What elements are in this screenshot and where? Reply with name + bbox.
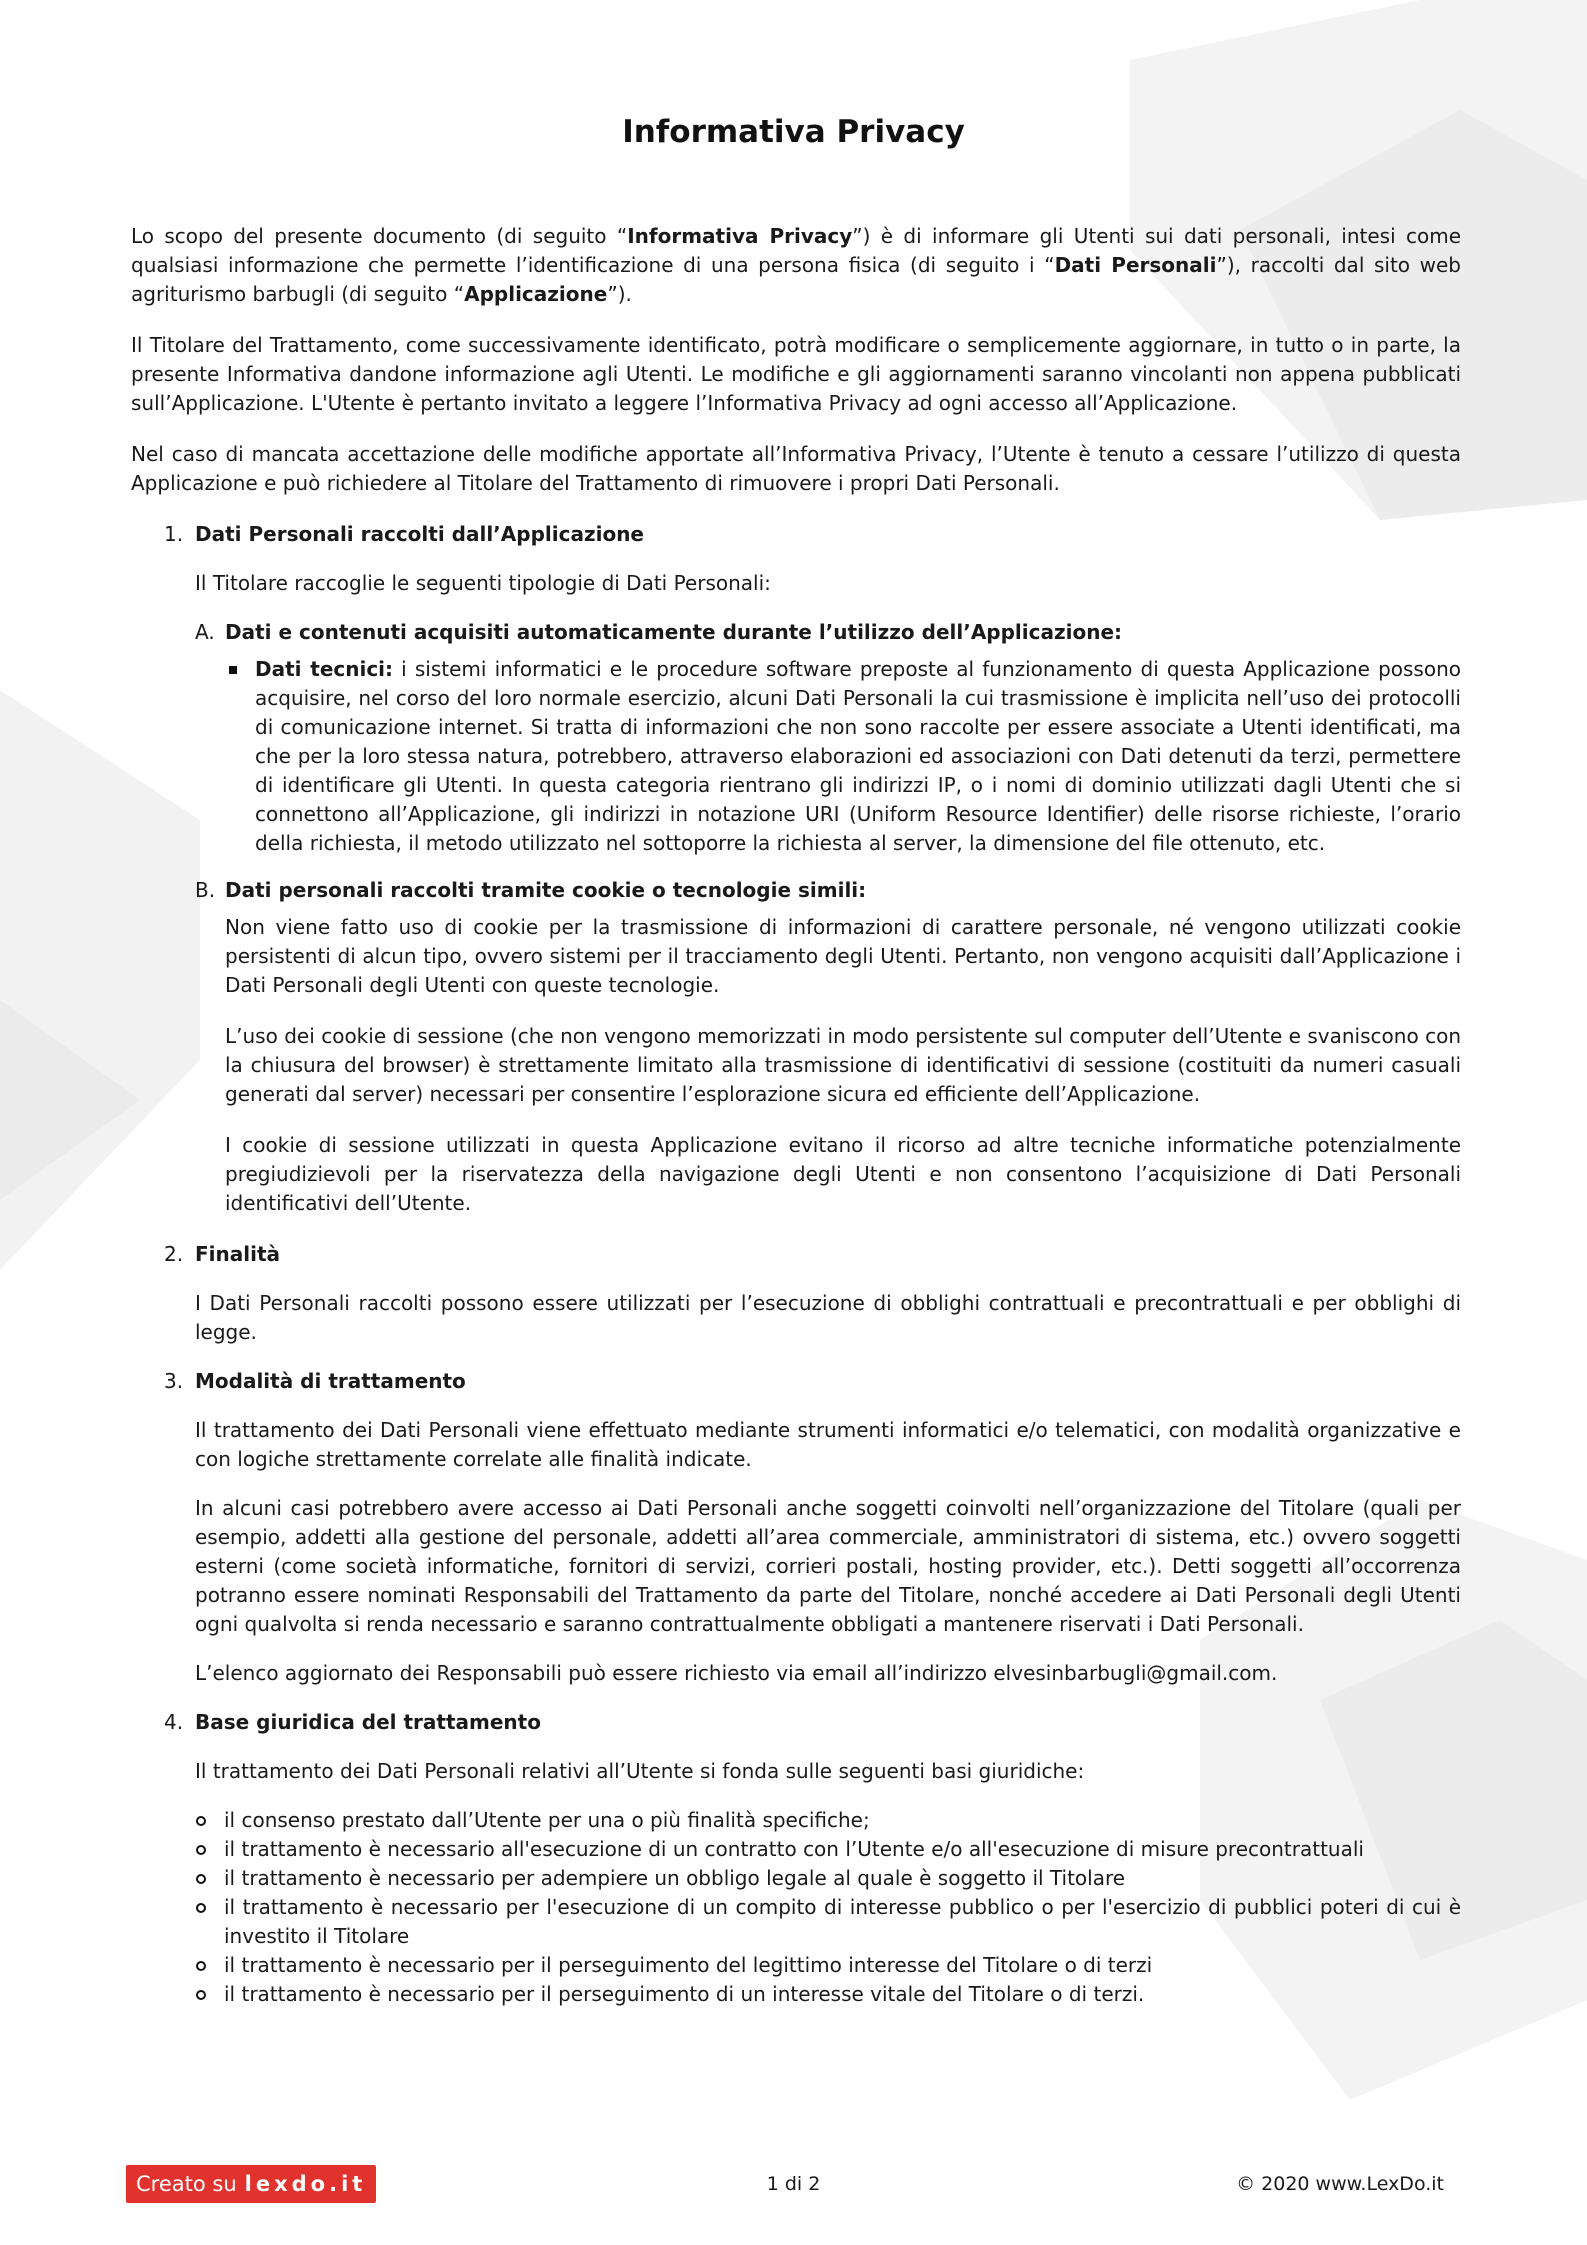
subsection-a [195, 618, 1461, 858]
subsection-letter: A. [195, 620, 215, 644]
subsection-paragraph: L’uso dei cookie di sessione (che non vengono memorizzati in modo persistente sul computer dell’Utente e svaniscono con la chiusura del browser) è strettamente limitato alla trasmissione di identificativi di sessione (costituiti da numeri casuali generati dal server) necessari per consentire l’esplorazione sicura ed efficiente dell’Applicazione. [225, 1024, 1461, 1106]
section-paragraph: Il trattamento dei Dati Personali viene effettuato mediante strumenti informatici e/o telematici, con modalità organizzative e con logiche strettamente correlate alle finalità indicate. [195, 1418, 1461, 1471]
list-item [195, 1893, 1461, 1951]
section-paragraph: Il Titolare raccoglie le seguenti tipologie di Dati Personali: [195, 571, 771, 595]
subsection-paragraph: I cookie di sessione utilizzati in questa Applicazione evitano il ricorso ad altre tecniche informatiche potenzialmente pregiudizievoli per la riservatezza della navigazione degli Utenti e non consentono l’acquisizione di Dati Personali identificativi dell’Utente. [225, 1133, 1461, 1215]
bold-term: Applicazione [464, 282, 608, 306]
subsection-b [195, 876, 1461, 1218]
list-item-text: il trattamento è necessario per adempiere un obbligo legale al quale è soggetto il Titolare [224, 1866, 1126, 1890]
circle-bullet-icon [196, 1874, 206, 1884]
bullet-text: i sistemi informatici e le procedure software preposte al funzionamento di questa Applicazione possono acquisire, nel corso del loro normale esercizio, alcuni Dati Personali la cui trasmissione è implicita nell’uso dei protocolli di comunicazione internet. Si tratta di informazioni che non sono raccolte per essere associate a Utenti identificati, ma che per la loro stessa natura, potrebbero, attraverso elaborazioni ed associazioni con Dati detenuti da terzi, permettere di identificare gli Utenti. In questa categoria rientrano gli indirizzi IP, o i nomi di dominio utilizzati dagli Utenti che si connettono all’Applicazione, gli indirizzi in notazione URI (Uniform Resource Identifier) delle risorse richieste, l’orario della richiesta, il metodo utilizzato nel sottoporre la richiesta al server, la dimensione del file ottenuto, etc. [255, 657, 1461, 855]
bullet-term: Dati tecnici: [255, 657, 394, 681]
sections-list [131, 520, 1461, 2009]
section-title: Finalità [195, 1242, 281, 1266]
page-number: 1 di 2 [766, 2173, 821, 2195]
text-run: Il Titolare del Trattamento, come successivamente identificato, potrà modificare o semplicemente aggiornare, in tutto o in parte, la presente Informativa dandone informazione agli Utenti. Le modifiche e gli aggiornamenti saranno vincolanti non appena pubblicati sull’Applicazione. L'Utente è pertanto invitato a leggere l’Informativa Privacy ad ogni accesso all’Applicazione. [131, 333, 1461, 415]
subsection-title: Dati personali raccolti tramite cookie o tecnologie simili: [225, 878, 867, 902]
section-paragraph: Il trattamento dei Dati Personali relativi all’Utente si fonda sulle seguenti basi giuridiche: [195, 1759, 1085, 1783]
section-title: Dati Personali raccolti dall’Applicazione [195, 522, 644, 546]
intro-paragraph [131, 222, 1461, 309]
section-number: 3. [164, 1369, 184, 1393]
subsection-title: Dati e contenuti acquisiti automaticamente durante l’utilizzo dell’Applicazione: [225, 620, 1123, 644]
list-item-text: il consenso prestato dall’Utente per una o più finalità specifiche; [224, 1808, 870, 1832]
circle-bullet-icon [196, 1845, 206, 1855]
section-number: 2. [164, 1242, 184, 1266]
list-item [195, 1980, 1461, 2009]
list-item [195, 1835, 1461, 1864]
section-3 [131, 1367, 1461, 1688]
copyright-text: © 2020 www.LexDo.it [1236, 2173, 1444, 2195]
section-4 [131, 1708, 1461, 2009]
section-number: 1. [164, 522, 184, 546]
section-number: 4. [164, 1710, 184, 1734]
bold-term: Informativa Privacy [627, 224, 853, 248]
list-item-text: il trattamento è necessario per l'esecuzione di un compito di interesse pubblico o per l'esercizio di pubblici poteri di cui è investito il Titolare [224, 1895, 1461, 1948]
text-run: ”). [607, 282, 632, 306]
text-run: ”) è di informare gli Utenti sui dati personali, intesi come qualsiasi informazione che permette l’identificazione di una persona fisica (di seguito i “ [131, 224, 1461, 277]
subsection-paragraph: Non viene fatto uso di cookie per la trasmissione di informazioni di carattere personale, né vengono utilizzati cookie persistenti di alcun tipo, ovvero sistemi per il tracciamento degli Utenti. Pertanto, non vengono acquisiti dall’Applicazione i Dati Personali degli Utenti con queste tecnologie. [225, 915, 1461, 997]
list-item-text: il trattamento è necessario per il perseguimento del legittimo interesse del Titolare o di terzi [224, 1953, 1153, 1977]
text-run: Lo scopo del presente documento (di seguito “ [131, 224, 628, 248]
legal-basis-list [195, 1806, 1461, 2009]
section-paragraph: L’elenco aggiornato dei Responsabili può essere richiesto via email all’indirizzo elvesinbarbugli@gmail.com. [195, 1661, 1278, 1685]
circle-bullet-icon [196, 1903, 206, 1913]
section-2 [131, 1240, 1461, 1347]
section-paragraph: I Dati Personali raccolti possono essere utilizzati per l’esecuzione di obblighi contrattuali e precontrattuali e per obblighi di legge. [195, 1291, 1461, 1344]
circle-bullet-icon [196, 1990, 206, 2000]
subsection-letter: B. [195, 878, 216, 902]
list-item [195, 1806, 1461, 1835]
page-footer [0, 2165, 1587, 2205]
square-bullet-item [225, 655, 1461, 858]
list-item [195, 1864, 1461, 1893]
text-run: Nel caso di mancata accettazione delle modifiche apportate all’Informativa Privacy, l’Utente è tenuto a cessare l’utilizzo di questa Applicazione e può richiedere al Titolare del Trattamento di rimuovere i propri Dati Personali. [131, 442, 1461, 495]
document-body [131, 222, 1461, 2009]
bold-term: Dati Personali [1054, 253, 1217, 277]
document-title: Informativa Privacy [622, 114, 965, 150]
list-item [195, 1951, 1461, 1980]
section-title: Modalità di trattamento [195, 1369, 466, 1393]
intro-section [131, 222, 1461, 498]
intro-paragraph [131, 331, 1461, 418]
section-1 [131, 520, 1461, 1218]
brand-logo-text: lexdo.it [244, 2172, 367, 2196]
square-bullet-icon [229, 666, 237, 674]
circle-bullet-icon [196, 1816, 206, 1826]
section-paragraph: In alcuni casi potrebbero avere accesso ai Dati Personali anche soggetti coinvolti nell’organizzazione del Titolare (quali per esempio, addetti alla gestione del personale, addetti all’area commerciale, amministratori di sistema, etc.) ovvero soggetti esterni (come società informatiche, fornitori di servizi, corrieri postali, hosting provider, etc.). Detti soggetti all’occorrenza potranno essere nominati Responsabili del Trattamento da parte del Titolare, nonché accedere ai Dati Personali degli Utenti ogni qualvolta si renda necessario e saranno contrattualmente obbligati a mantenere riservati i Dati Personali. [195, 1496, 1461, 1636]
section-title: Base giuridica del trattamento [195, 1710, 541, 1734]
intro-paragraph [131, 440, 1461, 498]
text-run: ”), raccolti dal sito web agriturismo barbugli (di seguito “ [131, 253, 1461, 306]
list-item-text: il trattamento è necessario all'esecuzione di un contratto con l’Utente e/o all'esecuzione di misure precontrattuali [224, 1837, 1364, 1861]
circle-bullet-icon [196, 1961, 206, 1971]
brand-prefix: Creato su [136, 2172, 237, 2196]
list-item-text: il trattamento è necessario per il perseguimento di un interesse vitale del Titolare o di terzi. [224, 1982, 1145, 2006]
